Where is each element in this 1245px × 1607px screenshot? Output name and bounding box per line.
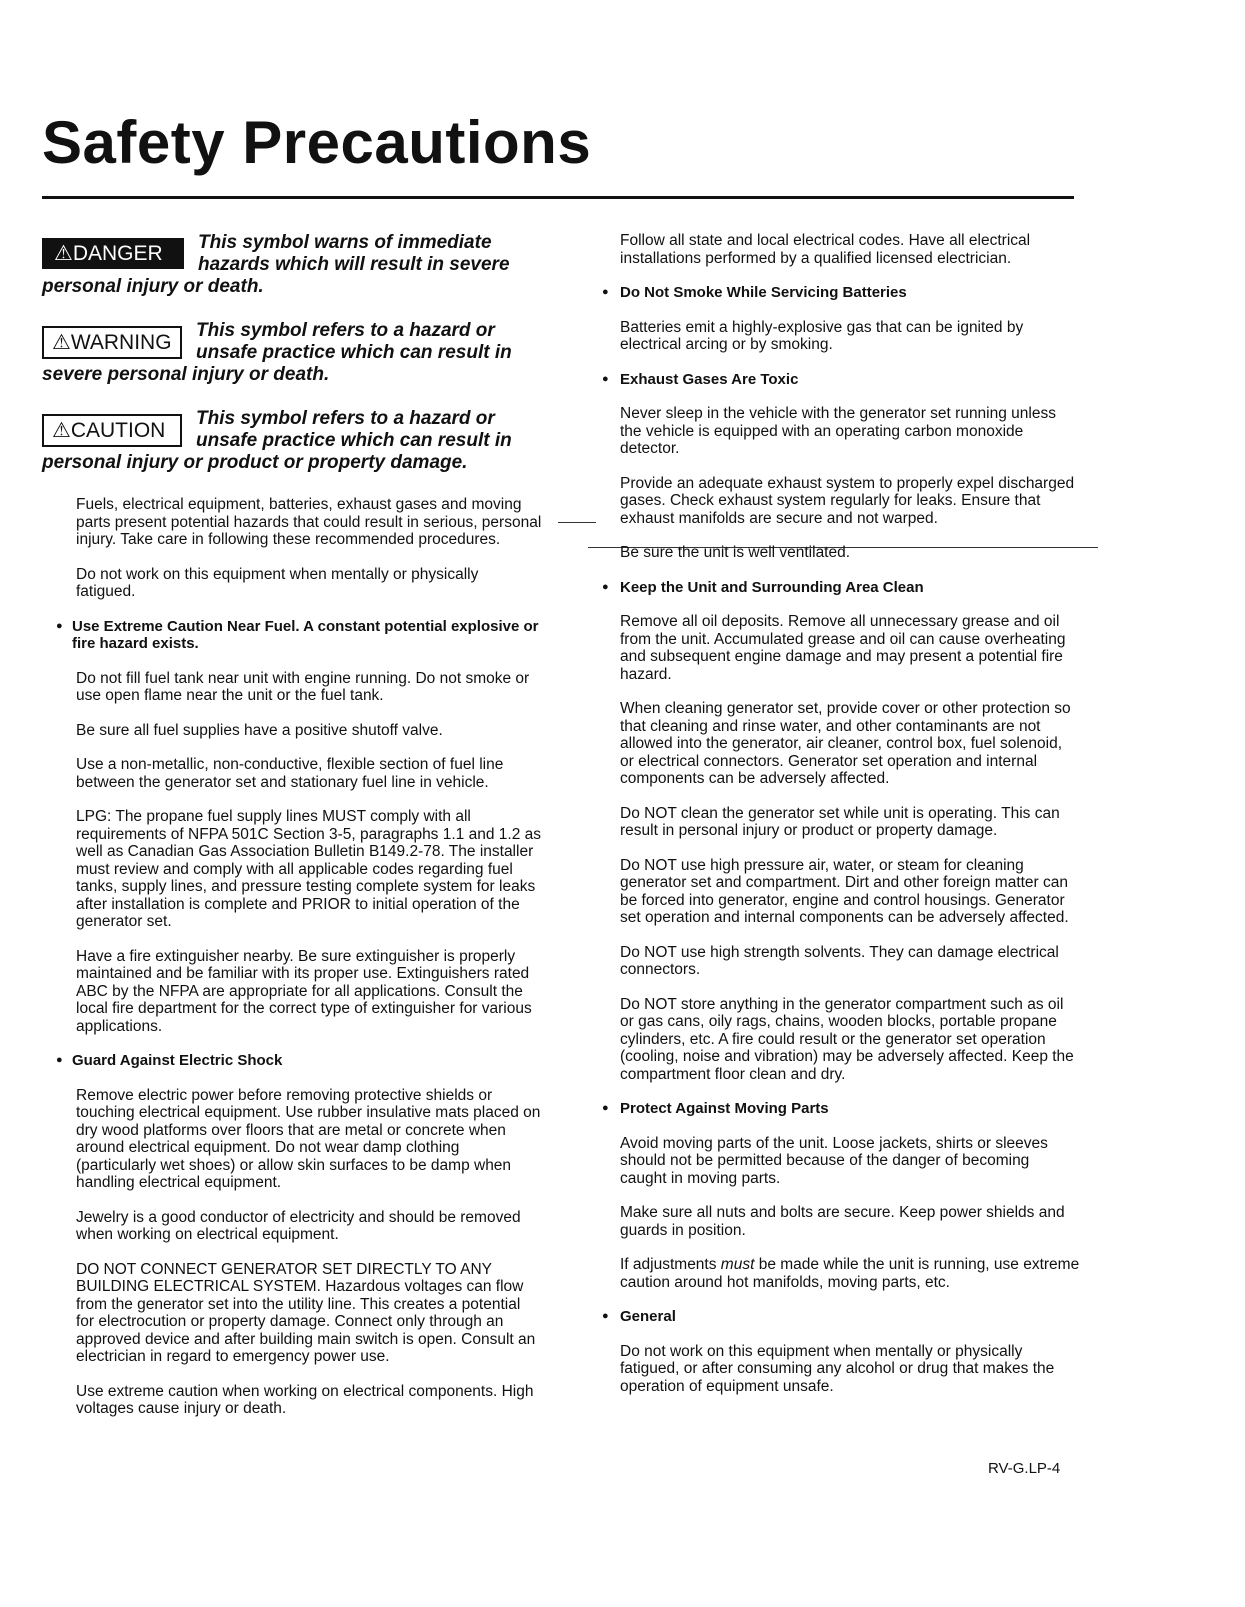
paragraph: When cleaning generator set, provide cover or other protection so that cleaning and rinse water, and other contaminants are not allowed into the generator, air cleaner, control box, fuel solenoid, or electrical connectors. Generator set operation and internal components can be adversely affected. <box>620 700 1071 787</box>
paragraph: Never sleep in the vehicle with the generator set running unless the vehicle is equipped with an operating carbon monoxide detector. <box>620 405 1056 457</box>
paragraph: Use a non-metallic, non-conductive, flexible section of fuel line between the generator set and stationary fuel line in vehicle. <box>76 756 504 791</box>
warning-badge: ⚠WARNING <box>42 326 182 359</box>
paragraph: LPG: The propane fuel supply lines MUST comply with all requirements of NFPA 501C Section 3-5, paragraphs 1.1 and 1.2 as well as Canadian Gas Association Bulletin B149.2-78. The installer must review and comply with all applicable codes regarding fuel tanks, supply lines, and pressure testing complete system for leaks after installation is complete and PRIOR to initial operation of the generator set. <box>76 808 541 930</box>
paragraph-part: If adjustments <box>620 1256 721 1273</box>
caution-notice <box>42 408 542 474</box>
paragraph <box>620 1256 1080 1291</box>
paragraph: Remove all oil deposits. Remove all unnecessary grease and oil from the unit. Accumulated grease and oil can cause overheating and subsequent engine damage and may present a potential fire hazard. <box>620 613 1066 683</box>
paragraph: Do not fill fuel tank near unit with engine running. Do not smoke or use open flame near the unit or the fuel tank. <box>76 669 530 704</box>
danger-text: This symbol warns of immediate hazards which will result in severe personal injury or death. <box>42 232 510 297</box>
section-heading: ● General <box>602 1308 1080 1326</box>
section-heading: ● Protect Against Moving Parts <box>602 1100 1080 1118</box>
paragraph: Follow all state and local electrical codes. Have all electrical installations performed by a qualified licensed electrician. <box>620 232 1031 267</box>
paragraph: Remove electric power before removing protective shields or touching electrical equipment. Use rubber insulative mats placed on dry wood platforms over floors that are metal or concrete when around electrical equipment. Do not wear damp clothing (particularly wet shoes) or allow skin surfaces to be damp when handling electrical equipment. <box>76 1086 541 1191</box>
paragraph: Do not work on this equipment when mentally or physically fatigued. <box>76 565 479 600</box>
paragraph: Do NOT use high strength solvents. They can damage electrical connectors. <box>620 943 1059 978</box>
page-title: Safety Precautions <box>42 109 592 176</box>
paragraph: Do NOT use high pressure air, water, or steam for cleaning generator set and compartment. Dirt and other foreign matter can be forced into generator, engine and control housings. Generator set operation and internal components can be adversely affected. <box>620 856 1069 926</box>
section-heading: ● Exhaust Gases Are Toxic <box>602 371 1080 389</box>
document-code: RV-G.LP-4 <box>988 1460 1061 1477</box>
paragraph: Avoid moving parts of the unit. Loose jackets, shirts or sleeves should not be permitted because of the danger of becoming caught in moving parts. <box>620 1134 1048 1187</box>
right-column <box>620 232 1080 1412</box>
danger-notice <box>42 232 542 298</box>
paragraph: Do not work on this equipment when mentally or physically fatigued, or after consuming any alcohol or drug that makes the operation of equipment unsafe. <box>620 1342 1055 1395</box>
warning-notice <box>42 320 542 386</box>
paragraph: Do NOT store anything in the generator compartment such as oil or gas cans, oily rags, chains, wooden blocks, portable propane cylinders, etc. A fire could result or the generator set operation (cooling, noise and vibration) may be adversely affected. Keep the compartment floor clean and dry. <box>620 995 1074 1083</box>
title-rule <box>42 196 1074 199</box>
paragraph: Make sure all nuts and bolts are secure. Keep power shields and guards in position. <box>620 1204 1065 1239</box>
paragraph: Jewelry is a good conductor of electricity and should be removed when working on electrical equipment. <box>76 1208 521 1243</box>
danger-badge: ⚠DANGER <box>42 238 184 269</box>
paragraph: Batteries emit a highly-explosive gas that can be ignited by electrical arcing or by smoking. <box>620 318 1024 353</box>
section-heading: ● Use Extreme Caution Near Fuel. A constant potential explosive or fire hazard exists. <box>42 618 542 653</box>
caution-text: This symbol refers to a hazard or unsafe practice which can result in personal injury or product or property damage. <box>42 408 512 473</box>
emphasis: must <box>720 1256 755 1273</box>
paragraph: Fuels, electrical equipment, batteries, exhaust gases and moving parts present potential hazards that could result in serious, personal injury. Take care in following these recommended procedures. <box>76 496 542 548</box>
paragraph: Have a fire extinguisher nearby. Be sure extinguisher is properly maintained and be familiar with its proper use. Extinguishers rated ABC by the NFPA are appropriate for all applications. Consult the local fire department for the correct type of extinguisher for various applications. <box>76 947 532 1035</box>
section-heading: ● Keep the Unit and Surrounding Area Clean <box>602 579 1080 597</box>
paragraph: Use extreme caution when working on electrical components. High voltages cause injury or death. <box>76 1382 534 1417</box>
paragraph-part: be made while the unit is running, use extreme caution around hot manifolds, moving parts, etc. <box>620 1256 1080 1291</box>
section-heading: ● Guard Against Electric Shock <box>42 1052 542 1070</box>
caution-badge: ⚠CAUTION <box>42 414 182 447</box>
section-heading: ● Do Not Smoke While Servicing Batteries <box>602 284 1080 302</box>
left-column <box>42 232 542 1435</box>
paragraph: Do NOT clean the generator set while unit is operating. This can result in personal injury or product or property damage. <box>620 804 1060 839</box>
margin-mark <box>558 522 596 523</box>
paragraph: DO NOT CONNECT GENERATOR SET DIRECTLY TO ANY BUILDING ELECTRICAL SYSTEM. Hazardous voltages can flow from the generator set into the utility line. This creates a potential for electrocution or property damage. Connect only through an approved device and after building main switch is open. Consult an electrician in regard to emergency power use. <box>76 1260 536 1365</box>
paragraph: Be sure all fuel supplies have a positive shutoff valve. <box>76 721 443 739</box>
paragraph: Be sure the unit is well ventilated. <box>620 544 851 561</box>
warning-text: This symbol refers to a hazard or unsafe practice which can result in severe personal injury or death. <box>42 320 512 385</box>
paragraph: Provide an adequate exhaust system to properly expel discharged gases. Check exhaust system regularly for leaks. Ensure that exhaust manifolds are secure and not warped. <box>620 474 1075 527</box>
